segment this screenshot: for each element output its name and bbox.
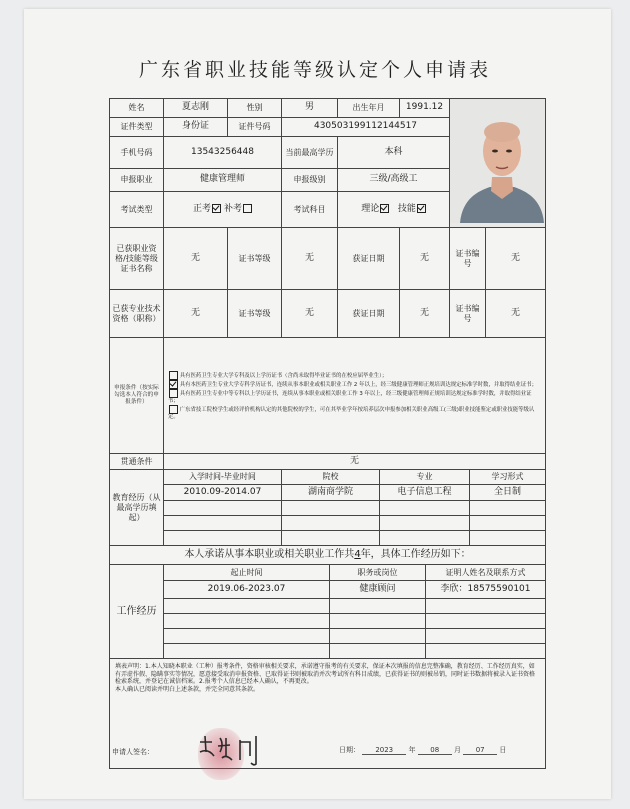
skill-checkbox[interactable] xyxy=(417,204,426,213)
education-label: 教育经历（从最高学历填起） xyxy=(110,470,164,546)
edu-header-mode: 学习形式 xyxy=(470,470,546,485)
applicant-photo xyxy=(450,99,546,228)
prior-cert-level: 无 xyxy=(282,228,338,290)
work-row-position: 健康顾问 xyxy=(330,581,426,599)
condition-checkbox[interactable] xyxy=(169,380,178,389)
form-title: 广东省职业技能等级认定个人申请表 xyxy=(138,59,491,81)
edu-header-school: 院校 xyxy=(282,470,380,485)
edu-row-mode: 全日制 xyxy=(470,485,546,501)
edu-row-school: 湖南商学院 xyxy=(282,485,380,501)
title-cert-no: 无 xyxy=(486,290,546,338)
exam-first-label: 正考 xyxy=(193,204,212,215)
work-header-reference: 证明人姓名及联系方式 xyxy=(426,565,546,581)
id-no-value: 430503199112144517 xyxy=(282,118,450,137)
portrait-image xyxy=(450,99,546,223)
condition-checkbox[interactable] xyxy=(169,405,178,414)
title-cert-date: 无 xyxy=(400,290,450,338)
title-cert-name: 无 xyxy=(164,290,228,338)
work-years: 4 xyxy=(354,549,361,560)
edu-row-major: 电子信息工程 xyxy=(380,485,470,501)
theory-checkbox[interactable] xyxy=(380,204,389,213)
work-header-position: 职务或岗位 xyxy=(330,565,426,581)
application-form-table xyxy=(109,98,546,769)
signature-date: 日期： 2023 年 08 月 07 日 xyxy=(339,746,507,754)
job-value: 健康管理师 xyxy=(164,168,282,191)
condition-item: 广东省技工院校学生或经评价机构认定的其他院校的学生，可在其毕业学年按培养层次申报参加相关职业高级工(三级)职业技能鉴定或职业技能等级认定。 xyxy=(168,406,535,420)
exam-makeup-label: 补考 xyxy=(223,204,242,215)
level-value: 三级/高级工 xyxy=(338,168,450,191)
name-label: 姓名 xyxy=(110,99,164,118)
edu-header-major: 专业 xyxy=(380,470,470,485)
edu-label: 当前最高学历 xyxy=(282,137,338,169)
title-cert-level: 无 xyxy=(282,290,338,338)
declaration-confirm: 本人确认已阅读并明白上述条款，并完全同意其条款。 xyxy=(115,685,260,693)
level-label: 申报级别 xyxy=(282,168,338,191)
id-type-value: 身份证 xyxy=(164,118,228,137)
date-day: 07 xyxy=(463,746,497,755)
prior-cert-level-label: 证书等级 xyxy=(228,228,282,290)
prior-cert-date: 无 xyxy=(400,228,450,290)
exam-subject-options xyxy=(338,192,450,228)
condition-item: 具有医药卫生专业中等专科以上学历证书，连续从事本职业或相关职业工作 3 年以上，经三级健康管理师正规培训达规定标准学时数，并取得结业证书； xyxy=(168,391,532,404)
condition-checkbox[interactable] xyxy=(169,389,178,398)
job-label: 申报职业 xyxy=(110,168,164,191)
prior-cert-label: 已获职业资格/技能等级证书名称 xyxy=(110,228,164,290)
date-year: 2023 xyxy=(362,746,406,755)
edu-row-period: 2010.09-2014.07 xyxy=(164,485,282,501)
title-cert-level-label: 证书等级 xyxy=(228,290,282,338)
declaration-text: 填表声明：1.本人知晓本职业（工种）报考条件，资格审核相关要求，承诺遵守报考的有关要求，保证本次填报的信息完整准确，教育经历、工作经历真实，如有弄虚作假、隐瞒事实等情况，愿意接受取消申报资格、已取得证书则被取消并次考试所有科目成绩，已获得证书的则被吊销，同时证书数据将被录入证书资格检索系统，并登记在诚信档案。2.报考个人信息已经本人确认，不再更改。 xyxy=(115,663,536,686)
phone-value: 13543256448 xyxy=(164,137,282,169)
gender-value: 男 xyxy=(282,99,338,118)
birth-label: 出生年月 xyxy=(338,99,400,118)
name-value: 夏志刚 xyxy=(164,99,228,118)
prior-cert-date-label: 获证日期 xyxy=(338,228,400,290)
through-label: 贯通条件 xyxy=(110,454,164,470)
condition-item: 具有本医药卫生专业大学专科学历证书，连续从事本职业或相关职业工作 2 年以上，经三级健康管理师正规培训达规定标准学时数，并取得结业证书； xyxy=(168,380,541,389)
conditions-list xyxy=(164,338,546,454)
edu-header-period: 入学时间-毕业时间 xyxy=(164,470,282,485)
exam-type-label: 考试类型 xyxy=(110,192,164,228)
birth-value: 1991.12 xyxy=(400,99,450,118)
title-cert-date-label: 获证日期 xyxy=(338,290,400,338)
id-no-label: 证件号码 xyxy=(228,118,282,137)
exam-makeup-checkbox[interactable] xyxy=(243,204,252,213)
exam-subject-label: 考试科目 xyxy=(282,192,338,228)
prior-cert-name: 无 xyxy=(164,228,228,290)
conditions-label: 申报条件（按实际勾选本人符合的申报条件） xyxy=(110,338,164,454)
prior-cert-no: 无 xyxy=(486,228,546,290)
work-pledge: 本人承诺从事本职业或相关职业工作共4年，具体工作经历如下： xyxy=(110,546,546,565)
signature-label: 申请人签名： xyxy=(112,748,154,756)
work-row-reference: 李欣：18575590101 xyxy=(426,581,546,599)
gender-label: 性别 xyxy=(228,99,282,118)
work-label: 工作经历 xyxy=(110,565,164,659)
handwritten-signature xyxy=(196,730,266,770)
exam-first-checkbox[interactable] xyxy=(212,204,221,213)
edu-value: 本科 xyxy=(338,137,450,169)
condition-item: 具有医药卫生专业大学专科及以上学历证书（含尚未取得毕业证书的在校应届毕业生）； xyxy=(168,371,541,380)
work-row-period: 2019.06-2023.07 xyxy=(164,581,330,599)
through-value: 无 xyxy=(164,454,546,470)
prior-cert-no-label: 证书编号 xyxy=(450,228,486,290)
title-cert-no-label: 证书编号 xyxy=(450,290,486,338)
phone-label: 手机号码 xyxy=(110,137,164,169)
date-label: 日期： xyxy=(339,746,360,754)
exam-type-options xyxy=(164,192,282,228)
id-type-label: 证件类型 xyxy=(110,118,164,137)
title-cert-label: 已获专业技术资格（职称） xyxy=(110,290,164,338)
date-month: 08 xyxy=(418,746,452,755)
work-header-period: 起止时间 xyxy=(164,565,330,581)
skill-label: 技能 xyxy=(397,204,416,215)
theory-label: 理论 xyxy=(361,204,380,215)
